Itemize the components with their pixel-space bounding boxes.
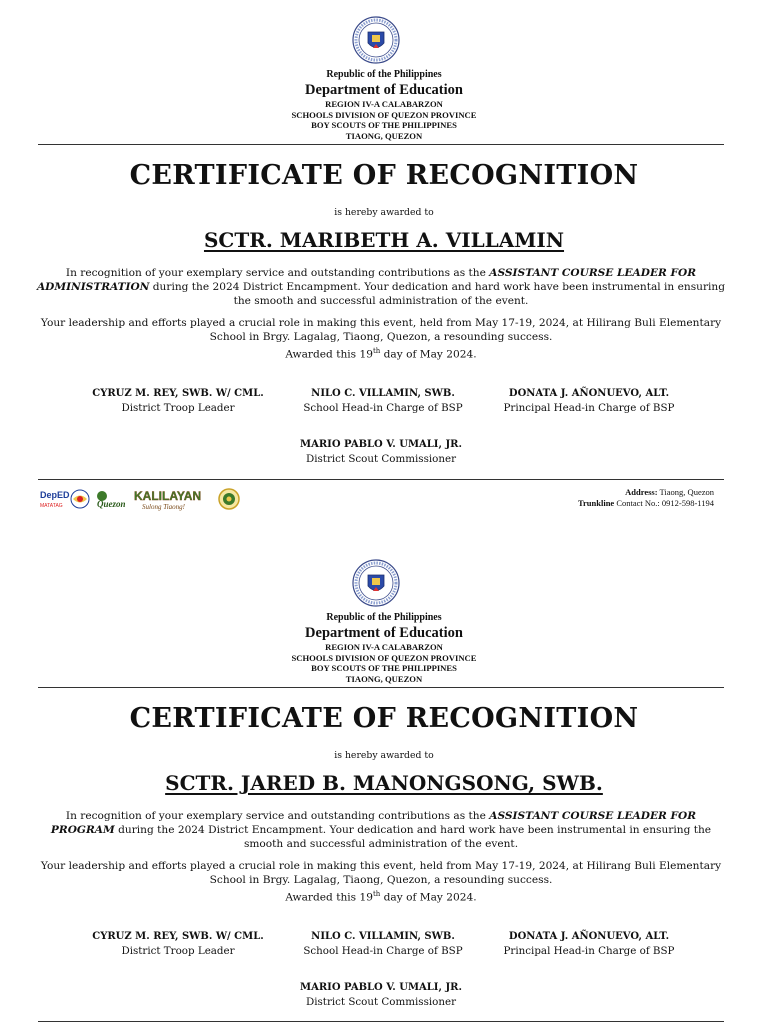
kalilayan-sub-text: Sulong Tiaong!	[142, 503, 185, 511]
signatory-role: District Scout Commissioner	[305, 453, 457, 465]
paragraph-text: Your leadership and efforts played a crucial role in making this event, held from May 17-19, 2024, at Hilirang Buli Elementary School in Brgy. Lagalag, Tiaong, Quezon, a resounding success.	[40, 317, 722, 343]
org-label: BOY SCOUTS OF THE PHILIPPINES	[311, 663, 457, 673]
signatory-name: NILO C. VILLAMIN, SWB.	[311, 388, 455, 399]
role-text: ASSISTANT COURSE LEADER FOR ADMINISTRATION	[36, 267, 697, 293]
header-divider	[38, 144, 724, 145]
awarded-date-text: Awarded this 19	[285, 348, 373, 361]
deped-logo-text: DepED	[40, 490, 70, 500]
bagong-pilipinas-logo-icon	[70, 489, 90, 509]
signatory-commissioner	[281, 981, 481, 1009]
recipient-name: SCTR. JARED B. MANONGSONG, SWB.	[165, 771, 603, 795]
signatory-role: District Troop Leader	[121, 945, 235, 957]
leadership-paragraph	[36, 859, 726, 905]
deped-logo-icon	[40, 488, 70, 510]
signatory-role: School Head-in Charge of BSP	[303, 945, 463, 957]
address-label: Address:	[625, 487, 658, 497]
region-label: REGION IV-A CALABARZON	[325, 642, 443, 652]
tiaong-seal-icon	[218, 488, 240, 510]
recognition-paragraph	[36, 809, 726, 851]
signatory-name: NILO C. VILLAMIN, SWB.	[311, 931, 455, 942]
signatory-name: DONATA J. AÑONUEVO, ALT.	[508, 931, 670, 942]
division-label: SCHOOLS DIVISION OF QUEZON PROVINCE	[291, 652, 477, 663]
signatory-principal	[489, 930, 689, 958]
paragraph-text: during the 2024 District Encampment. Your dedication and hard work have been instrumental in ensuring the smooth and successful administration of the event.	[114, 824, 712, 850]
department-title: Department of Education	[305, 82, 463, 98]
location-label: TIAONG, QUEZON	[345, 673, 423, 684]
header-divider	[38, 687, 724, 688]
address-value: Tiaong, Quezon	[657, 487, 714, 497]
region-label: REGION IV-A CALABARZON	[325, 99, 443, 109]
signatory-role: School Head-in Charge of BSP	[303, 402, 463, 414]
kalilayan-logo-text: KALILAYAN	[134, 489, 202, 503]
awarded-date-text: day of May 2024.	[380, 891, 477, 904]
recipient-name-wrap	[0, 228, 768, 252]
signatory-name: DONATA J. AÑONUEVO, ALT.	[508, 388, 670, 399]
republic-label: Republic of the Philippines	[326, 69, 442, 80]
signatory-principal	[489, 387, 689, 415]
signatory-commissioner	[281, 438, 481, 466]
division-label: SCHOOLS DIVISION OF QUEZON PROVINCE	[291, 109, 477, 120]
footer-divider	[38, 479, 724, 480]
awarded-to-label: is hereby awarded to	[334, 207, 434, 218]
footer-logos	[40, 486, 240, 512]
paragraph-text: In recognition of your exemplary service and outstanding contributions as the	[65, 267, 490, 279]
ordinal-suffix: th	[372, 890, 381, 898]
signatory-troop-leader	[78, 387, 278, 415]
signatory-role: District Scout Commissioner	[305, 996, 457, 1008]
trunkline-label: Trunkline	[577, 497, 615, 508]
paragraph-text: In recognition of your exemplary service and outstanding contributions as the	[65, 810, 490, 822]
org-label: BOY SCOUTS OF THE PHILIPPINES	[311, 120, 457, 130]
recipient-name: SCTR. MARIBETH A. VILLAMIN	[203, 228, 565, 252]
matatag-logo-text: MATATAG	[40, 503, 63, 509]
recipient-name-wrap	[0, 771, 768, 795]
signatory-role: Principal Head-in Charge of BSP	[503, 402, 675, 414]
signatory-name: MARIO PABLO V. UMALI, JR.	[300, 439, 462, 450]
signatory-name: CYRUZ M. REY, SWB. W/ CML.	[92, 931, 264, 942]
trunkline-line	[578, 498, 714, 509]
republic-label: Republic of the Philippines	[326, 612, 442, 623]
role-text: ASSISTANT COURSE LEADER FOR PROGRAM	[50, 810, 697, 836]
signatory-role: District Troop Leader	[121, 402, 235, 414]
leadership-paragraph	[36, 316, 726, 362]
deped-seal-icon	[352, 559, 400, 607]
deped-seal-icon	[352, 16, 400, 64]
paragraph-text: Your leadership and efforts played a crucial role in making this event, held from May 17-19, 2024, at Hilirang Buli Elementary School in Brgy. Lagalag, Tiaong, Quezon, a resounding success.	[40, 860, 722, 886]
quezon-logo-icon	[96, 488, 128, 510]
footer-divider	[38, 1021, 724, 1022]
address-line	[578, 487, 714, 498]
paragraph-text: during the 2024 District Encampment. Your dedication and hard work have been instrumental in ensuring the smooth and successful administration of the event.	[149, 281, 726, 307]
trunkline-value: Contact No.: 0912-598-1194	[614, 497, 714, 508]
footer-contact	[578, 487, 714, 508]
certificate-title: CERTIFICATE OF RECOGNITION	[129, 703, 639, 734]
certificate-title: CERTIFICATE OF RECOGNITION	[129, 160, 639, 191]
department-title: Department of Education	[305, 625, 463, 641]
signatory-name: CYRUZ M. REY, SWB. W/ CML.	[92, 388, 264, 399]
signatory-school-head	[283, 930, 483, 958]
awarded-date-text: Awarded this 19	[285, 891, 373, 904]
signatory-role: Principal Head-in Charge of BSP	[503, 945, 675, 957]
ordinal-suffix: th	[372, 347, 381, 355]
signatory-school-head	[283, 387, 483, 415]
kalilayan-logo-icon	[134, 487, 212, 511]
awarded-date-text: day of May 2024.	[380, 348, 477, 361]
signatory-name: MARIO PABLO V. UMALI, JR.	[300, 982, 462, 993]
signatory-troop-leader	[78, 930, 278, 958]
awarded-to-label: is hereby awarded to	[334, 750, 434, 761]
recognition-paragraph	[36, 266, 726, 308]
quezon-logo-text: Quezon	[97, 499, 126, 509]
location-label: TIAONG, QUEZON	[345, 130, 423, 141]
